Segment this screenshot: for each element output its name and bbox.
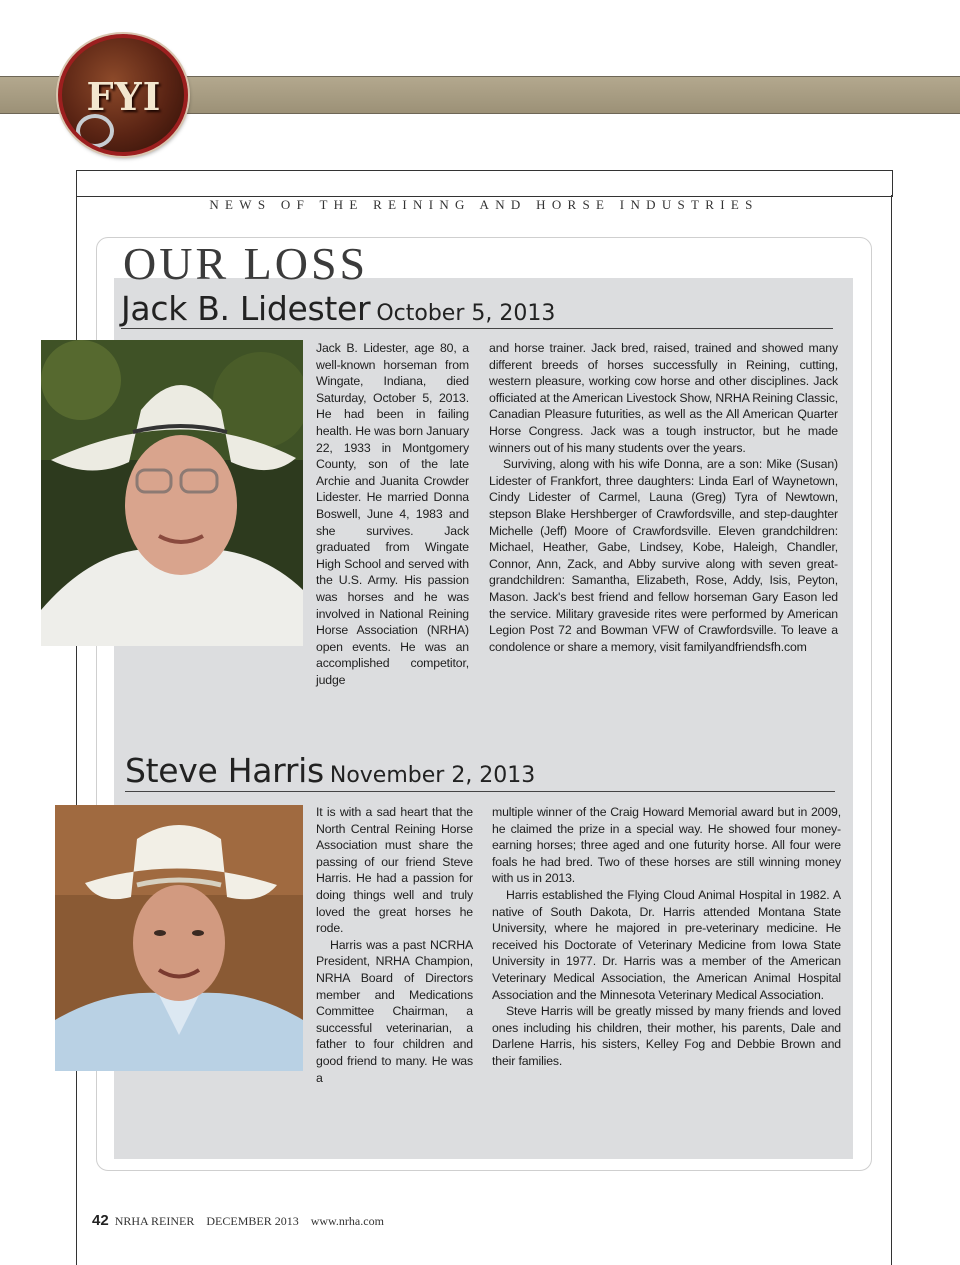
page-frame-top <box>76 170 893 197</box>
paragraph: multiple winner of the Craig Howard Memorial award but in 2009, he claimed the prize in a special way. He showed four money-earning horses; three aged and one futurity horse. All four were foals he had bred. Two of these horses are still winning money with us in 2013. <box>492 805 841 886</box>
buckle-ring-icon <box>76 114 114 148</box>
publication-name: NRHA REINER <box>114 1214 195 1228</box>
website-link[interactable]: www.nrha.com <box>310 1214 384 1228</box>
fyi-badge <box>58 34 188 156</box>
obituary-date: October 5, 2013 <box>376 301 556 326</box>
obituary-date: November 2, 2013 <box>329 763 536 788</box>
photo-steve-harris <box>55 805 303 1071</box>
page-frame-right <box>891 195 892 1265</box>
portrait-steve-harris <box>55 805 303 1071</box>
fyi-badge-text: FYI <box>86 74 162 119</box>
section-title: OUR LOSS <box>123 238 369 289</box>
obituary-name: Steve Harris <box>125 751 324 790</box>
obituary-lidester-column-2 <box>489 340 838 655</box>
photo-jack-lidester <box>41 340 303 646</box>
obituary-harris-column-1 <box>316 804 473 1086</box>
obituary-name: Jack B. Lidester <box>121 289 371 328</box>
paragraph: and horse trainer. Jack bred, raised, trained and showed many different breeds of horses successfully in Reining, cutting, western pleasure, working cow horse and other disciplines. Jack officiated at the American Livestock Show, NRHA Reining Classic, Canadian Pleasure futurities, as well as the All American Quarter Horse Congress. Jack was a tough instructor, but he made winners out of his many students over the years. <box>489 341 839 455</box>
paragraph: Jack B. Lidester, age 80, a well-known horseman from Wingate, Indiana, died Saturday, October 5, 2013. He had been in failing health. He was born January 22, 1933 in Montgomery County, son of the late Archie and Juanita Crowder Lidester. He married Donna Boswell, June 4, 1983 and she survives. Jack graduated from Wingate High School and served with the U.S. Army. His passion was horses and he was involved in National Reining Horse Association (NRHA) open events. He was an accomplished competitor, judge <box>316 341 469 687</box>
section-kicker: NEWS OF THE REINING AND HORSE INDUSTRIES <box>209 197 759 212</box>
heading-rule <box>125 791 835 792</box>
portrait-jack-lidester <box>41 340 303 646</box>
paragraph: It is with a sad heart that the North Central Reining Horse Association must share the passing of our friend Steve Harris. He had a passion for doing things well and truly loved the great horses he rode. <box>316 805 473 936</box>
heading-rule <box>121 328 833 329</box>
paragraph: Steve Harris will be greatly missed by many friends and loved ones including his children, their mother, his parents, Dale and Darlene Harris, his sisters, Kelley Fog and Debbie Brown and their families. <box>492 1004 841 1068</box>
page-number: 42 <box>92 1212 109 1229</box>
paragraph: Harris established the Flying Cloud Animal Hospital in 1982. A native of South Dakota, Dr. Harris attended Montana State University, where he majored in pre-veterinary medicine. He received his Doctorate of Veterinary Medicine from Iowa State University in 1977. Dr. Harris was a member of the American Veterinary Medical Association, the American Animal Hospital Association and the Minnesota Veterinary Medical Association. <box>492 887 841 1002</box>
obituary-harris-column-2 <box>492 804 841 1070</box>
issue-date: DECEMBER 2013 <box>206 1214 299 1228</box>
paragraph: Harris was a past NCRHA President, NRHA Champion, NRHA Board of Directors member and Medications Committee Chairman, a successful veterinarian, a father to four children and good friend to many. He was a <box>316 937 473 1085</box>
obituary-lidester-column-1 <box>316 340 469 688</box>
paragraph: Surviving, along with his wife Donna, are a son: Mike (Susan) Lidester of Frankfort, three daughters: Linda Earl of Waynetown, Cindy Lidester of Carmel, Launa (Greg) Tyra of Newtown, stepson Blake Hershberger of Crawfordsville, and step-daughter Michelle (Jeff) Moore of Crawfordsville. Eleven grandchildren: Michael, Heather, Gabe, Lindsey, Kobe, Haleigh, Chandler, Connor, Ann, Zack, and Abby survive along with seven great-grandchildren: Samantha, Elizabeth, Rose, Addy, Isis, Peyton, Mason. Jack's best friend and fellow horseman Gary Eason led the service. Military graveside rites were performed by American Legion Post 72 and Bowman VFW of Crawfordsville. To leave a condolence or share a memory, visit familyandfriendsfh.com <box>489 457 838 654</box>
page-footer <box>92 1212 396 1229</box>
